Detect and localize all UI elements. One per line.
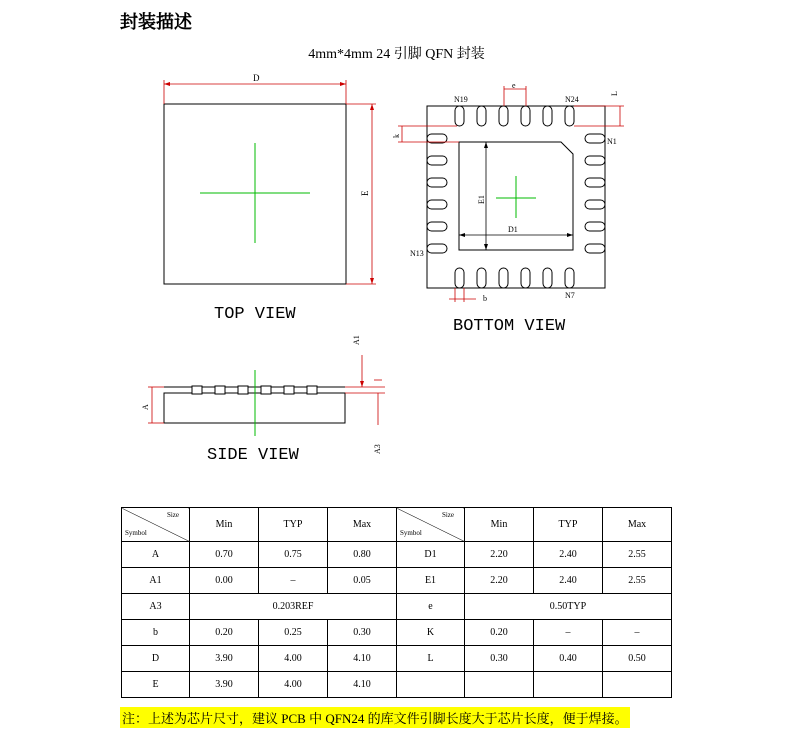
pad-top-2 bbox=[477, 106, 486, 126]
min-cell: 2.20 bbox=[465, 542, 534, 568]
side-view-label: SIDE VIEW bbox=[207, 446, 299, 465]
max-cell: 4.10 bbox=[328, 646, 397, 672]
pad-top-1 bbox=[455, 106, 464, 126]
max-cell: – bbox=[603, 620, 672, 646]
symbol-cell: A1 bbox=[122, 568, 190, 594]
symbol-cell: A3 bbox=[122, 594, 190, 620]
symbol-cell: D1 bbox=[397, 542, 465, 568]
pad-bottom-1 bbox=[455, 268, 464, 288]
pad-left-4 bbox=[427, 200, 447, 209]
merged-value-cell: 0.50TYP bbox=[465, 594, 672, 620]
footnote: 注：上述为芯片尺寸，建议 PCB 中 QFN24 的库文件引脚长度大于芯片长度，便于焊接。 bbox=[120, 707, 630, 728]
top-view bbox=[164, 73, 376, 324]
min-cell: 3.90 bbox=[190, 672, 259, 698]
pad-bottom-4 bbox=[521, 268, 530, 288]
dim-d1-label: D1 bbox=[508, 225, 518, 234]
symbol-cell: L bbox=[397, 646, 465, 672]
header-min: Min bbox=[190, 508, 259, 542]
symbol-cell: D bbox=[122, 646, 190, 672]
pin-label-n1: N1 bbox=[607, 137, 617, 146]
table-row bbox=[122, 672, 672, 698]
top-view-dim-e-label: E bbox=[360, 190, 370, 196]
pin-label-n13: N13 bbox=[410, 249, 424, 258]
pad-right-2 bbox=[585, 156, 605, 165]
typ-cell: 2.40 bbox=[534, 542, 603, 568]
symbol-label: Symbol bbox=[400, 529, 422, 537]
section-heading: 封装描述 bbox=[120, 12, 192, 33]
min-cell: 0.00 bbox=[190, 568, 259, 594]
symbol-cell: b bbox=[122, 620, 190, 646]
left-pads bbox=[427, 134, 447, 253]
header-min: Min bbox=[465, 508, 534, 542]
pad-right-5 bbox=[585, 222, 605, 231]
min-cell: 0.20 bbox=[190, 620, 259, 646]
symbol-cell: A bbox=[122, 542, 190, 568]
dim-e1-label: E1 bbox=[477, 195, 486, 204]
pad-left-3 bbox=[427, 178, 447, 187]
max-cell: 2.55 bbox=[603, 542, 672, 568]
min-cell: 0.20 bbox=[465, 620, 534, 646]
table-row bbox=[122, 568, 672, 594]
symbol-cell: K bbox=[397, 620, 465, 646]
typ-cell: 2.40 bbox=[534, 568, 603, 594]
symbol-cell: e bbox=[397, 594, 465, 620]
top-view-dim-d-label: D bbox=[253, 73, 260, 83]
pin-label-n19: N19 bbox=[454, 95, 468, 104]
typ-cell: 0.25 bbox=[259, 620, 328, 646]
table-header-row bbox=[122, 508, 672, 542]
symbol-cell bbox=[397, 672, 465, 698]
table-row bbox=[122, 594, 672, 620]
pad-left-2 bbox=[427, 156, 447, 165]
max-cell: 0.30 bbox=[328, 620, 397, 646]
max-cell: 0.05 bbox=[328, 568, 397, 594]
max-cell bbox=[603, 672, 672, 698]
typ-cell bbox=[534, 672, 603, 698]
dim-k-label: k bbox=[392, 134, 401, 138]
min-cell: 0.70 bbox=[190, 542, 259, 568]
typ-cell: 4.00 bbox=[259, 672, 328, 698]
dim-d1-arrow-right bbox=[567, 233, 573, 237]
table-row bbox=[122, 542, 672, 568]
dim-b-label: b bbox=[483, 294, 487, 303]
dim-e-label: e bbox=[512, 81, 516, 90]
min-cell: 0.30 bbox=[465, 646, 534, 672]
side-lead-2 bbox=[215, 386, 225, 394]
typ-cell: 0.40 bbox=[534, 646, 603, 672]
header-diag-cell-left bbox=[122, 508, 190, 542]
pad-right-4 bbox=[585, 200, 605, 209]
size-label: Size bbox=[166, 511, 179, 519]
pad-right-3 bbox=[585, 178, 605, 187]
side-view bbox=[141, 335, 385, 465]
dim-a-label: A bbox=[141, 404, 150, 410]
top-view-dim-e-arrow-top bbox=[370, 104, 374, 110]
top-view-dim-d-arrow-left bbox=[164, 82, 170, 86]
pad-left-6 bbox=[427, 244, 447, 253]
size-label: Size bbox=[441, 511, 454, 519]
dim-l-label: L bbox=[610, 91, 619, 96]
top-pads bbox=[455, 106, 574, 126]
typ-cell: 4.00 bbox=[259, 646, 328, 672]
typ-cell: – bbox=[534, 620, 603, 646]
top-view-label: TOP VIEW bbox=[214, 305, 296, 324]
pin-label-n24: N24 bbox=[565, 95, 579, 104]
header-max: Max bbox=[603, 508, 672, 542]
pad-right-1 bbox=[585, 134, 605, 143]
typ-cell: 0.75 bbox=[259, 542, 328, 568]
symbol-cell: E1 bbox=[397, 568, 465, 594]
top-view-dim-e-arrow-bottom bbox=[370, 278, 374, 284]
pad-bottom-5 bbox=[543, 268, 552, 288]
side-lead-5 bbox=[284, 386, 294, 394]
pad-top-5 bbox=[543, 106, 552, 126]
side-lead-4 bbox=[261, 386, 271, 394]
max-cell: 4.10 bbox=[328, 672, 397, 698]
side-lead-3 bbox=[238, 386, 248, 394]
max-cell: 0.50 bbox=[603, 646, 672, 672]
header-max: Max bbox=[328, 508, 397, 542]
pad-top-3 bbox=[499, 106, 508, 126]
dim-d1-arrow-left bbox=[459, 233, 465, 237]
package-subtitle: 4mm*4mm 24 引脚 QFN 封装 bbox=[308, 47, 485, 62]
pin-label-n7: N7 bbox=[565, 291, 575, 300]
top-view-dim-d-arrow-right bbox=[340, 82, 346, 86]
min-cell bbox=[465, 672, 534, 698]
pad-left-5 bbox=[427, 222, 447, 231]
min-cell: 3.90 bbox=[190, 646, 259, 672]
pad-top-4 bbox=[521, 106, 530, 126]
typ-cell: – bbox=[259, 568, 328, 594]
bottom-view-label: BOTTOM VIEW bbox=[453, 317, 566, 336]
bottom-pads bbox=[455, 268, 574, 288]
header-diag-cell-right bbox=[397, 508, 465, 542]
pad-right-6 bbox=[585, 244, 605, 253]
table-row bbox=[122, 646, 672, 672]
pad-top-6 bbox=[565, 106, 574, 126]
min-cell: 2.20 bbox=[465, 568, 534, 594]
dim-e1-arrow-bottom bbox=[484, 244, 488, 250]
dimension-table bbox=[121, 507, 672, 698]
symbol-cell: E bbox=[122, 672, 190, 698]
dim-a3-label: A3 bbox=[373, 444, 382, 454]
pad-bottom-6 bbox=[565, 268, 574, 288]
header-typ: TYP bbox=[259, 508, 328, 542]
symbol-label: Symbol bbox=[125, 529, 147, 537]
dim-e1-arrow-top bbox=[484, 142, 488, 148]
table-row bbox=[122, 620, 672, 646]
max-cell: 0.80 bbox=[328, 542, 397, 568]
merged-value-cell: 0.203REF bbox=[190, 594, 397, 620]
pad-bottom-3 bbox=[499, 268, 508, 288]
bottom-view bbox=[392, 81, 624, 336]
max-cell: 2.55 bbox=[603, 568, 672, 594]
pad-bottom-2 bbox=[477, 268, 486, 288]
side-lead-1 bbox=[192, 386, 202, 394]
side-lead-6 bbox=[307, 386, 317, 394]
header-typ: TYP bbox=[534, 508, 603, 542]
dim-a1-arrow bbox=[360, 381, 364, 387]
right-pads bbox=[585, 134, 605, 253]
dim-a1-label: A1 bbox=[352, 335, 361, 345]
